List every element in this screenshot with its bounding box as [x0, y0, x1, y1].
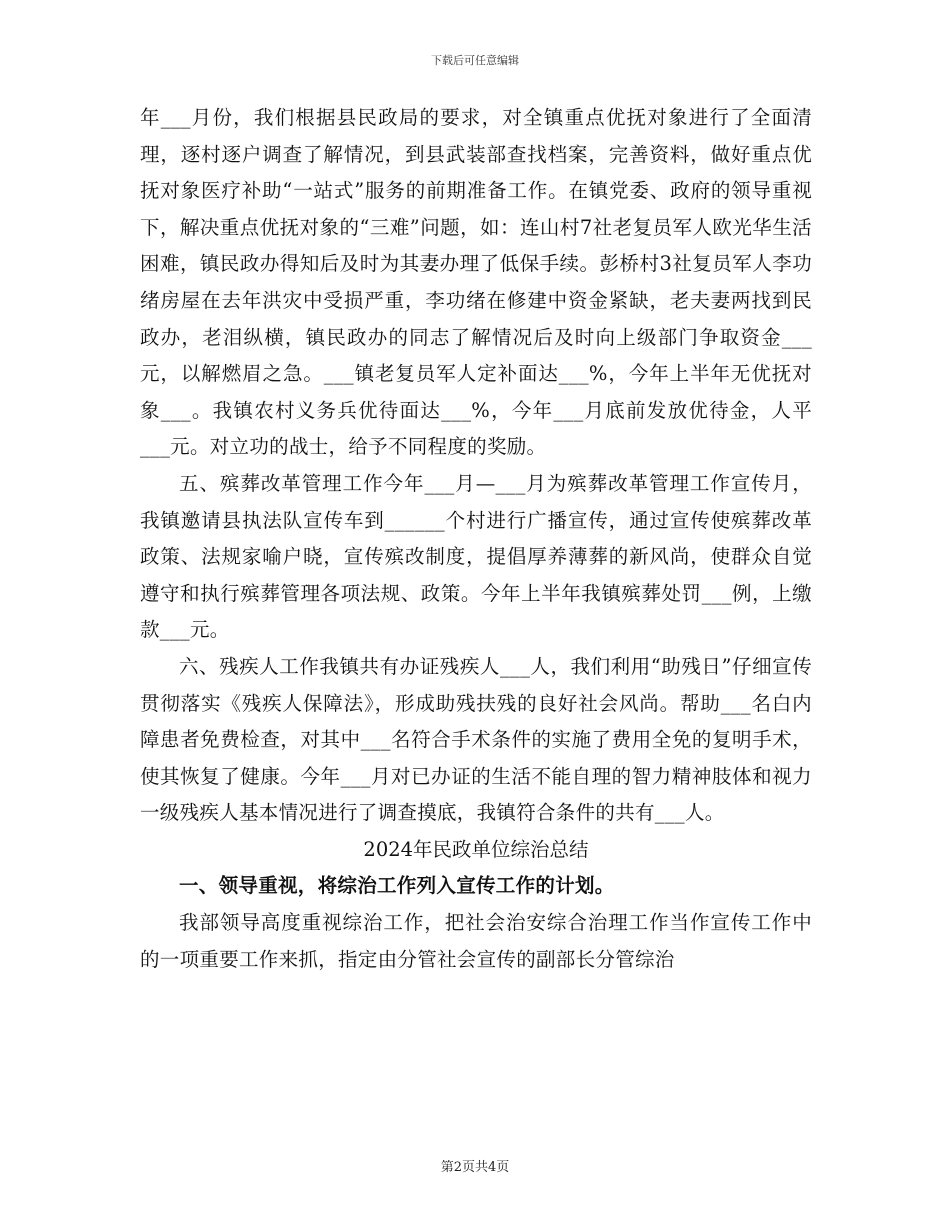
page-header: 下载后可任意编辑 [431, 54, 519, 67]
document-body [140, 100, 812, 978]
paragraph-binzang: 五、殡葬改革管理工作今年___月—___月为殡葬改革管理工作宣传月，我镇邀请县执法队宣传车到______个村进行广播宣传，通过宣传使殡葬改革政策、法规家喻户晓，宣传殡改制度，提倡厚养薄葬的新风尚，使群众自觉遵守和执行殡葬管理各项法规、政策。今年上半年我镇殡葬处罚___例，上缴款___元。 [140, 471, 812, 642]
page-number: 第2页共4页 [440, 1160, 510, 1175]
paragraph-youfu: 年___月份，我们根据县民政局的要求，对全镇重点优抚对象进行了全面清理，逐村逐户调查了解情况，到县武装部查找档案，完善资料，做好重点优抚对象医疗补助“一站式”服务的前期准备工作。在镇党委、政府的领导重视下，解决重点优抚对象的“三难”问题，如：连山村7社老复员军人欧光华生活困难，镇民政办得知后及时为其妻办理了低保手续。彭桥村3社复员军人李功绪房屋在去年洪灾中受损严重，李功绪在修建中资金紧缺，老夫妻两找到民政办，老泪纵横，镇民政办的同志了解情况后及时向上级部门争取资金___元，以解燃眉之急。___镇老复员军人定补面达___%，今年上半年无优抚对象___。我镇农村义务兵优待面达___%，今年___月底前发放优待金，人平___元。对立功的战士，给予不同程度的奖励。 [140, 106, 812, 459]
paragraph-canjiren: 六、残疾人工作我镇共有办证残疾人___人，我们利用“助残日”仔细宣传贯彻落实《残疾人保障法》，形成助残扶残的良好社会风尚。帮助___名白内障患者免费检查，对其中___名符合手术条件的实施了费用全免的复明手术，使其恢复了健康。今年___月对已办证的生活不能自理的智力精神肢体和视力一级残疾人基本情况进行了调查摸底，我镇符合条件的共有___人。 [140, 654, 812, 825]
section-heading: 一、领导重视，将综治工作列入宣传工作的计划。 [179, 874, 615, 898]
paragraph-zongzhi: 我部领导高度重视综治工作，把社会治安综合治理工作当作宣传工作中的一项重要工作来抓，指定由分管社会宣传的副部长分管综治 [140, 911, 812, 971]
document-title: 2024年民政单位综治总结 [363, 837, 589, 861]
